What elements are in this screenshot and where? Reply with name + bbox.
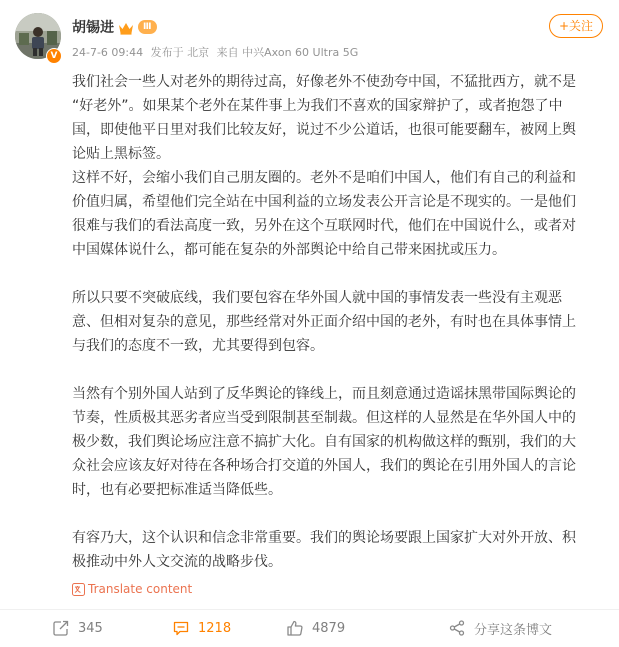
post-text-line: 当然有个别外国人站到了反华舆论的锋线上，而且刻意通过造谣抹黑带国际舆论的 [72,386,576,402]
post-text-line: 价值归属，希望他们完全站在中国利益的立场发表公开言论是不现实的。一是他们 [72,194,576,210]
post-text-line: 时，也有必要把标准适当降低些。 [72,482,282,498]
post-paragraph [72,166,612,262]
comment-button[interactable] [172,614,231,642]
paragraph-gap [72,262,612,286]
post-paragraph [72,526,612,574]
comment-count: 1218 [198,620,232,636]
post-text-line: 很难与我们的看法高度一致，另外在这个互联网时代，他们在中国说什么，或者对 [72,218,576,234]
username-row [72,17,157,37]
post-paragraph [72,286,612,358]
paragraph-gap [72,358,612,382]
post-text-line: 这样不好，会缩小我们自己朋友圈的。老外不是咱们中国人，他们有自己的利益和 [72,170,576,186]
follow-button[interactable]: +关注 [549,14,603,38]
post-time[interactable]: 24-7-6 09:44 [72,46,144,59]
post-text-line: 论贴上黑标签。 [72,146,170,162]
post-text-line: 国，即使他平日里对我们比较友好，说过不少公道话，也很可能要翻车，被网上舆 [72,122,576,138]
post-text-line: 中国媒体说什么，都可能在复杂的外部舆论中给自己带来困扰或压力。 [72,242,506,258]
like-button[interactable] [286,614,345,642]
share-button[interactable] [448,614,552,642]
footer-divider [0,609,619,610]
paragraph-gap [72,502,612,526]
translate-link[interactable] [72,582,192,596]
forward-button[interactable] [52,614,103,642]
like-count: 4879 [312,620,346,636]
post-text-line: 与我们的态度不一致，尤其要得到包容。 [72,338,324,354]
post-text-line: 意、但相对复杂的意见，那些经常对外正面介绍中国的老外，有时也在具体事情上 [72,314,576,330]
post-body [72,70,612,574]
post-text-line: 有容乃大，这个认识和信念非常重要。我们的舆论场要跟上国家扩大对外开放、积 [72,530,576,546]
forward-icon [52,619,70,637]
post-text-line: 所以只要不突破底线，我们要包容在华外国人就中国的事情发表一些没有主观恶 [72,290,562,306]
forward-count: 345 [78,620,103,636]
action-bar [0,614,619,642]
thumbs-up-icon [286,619,304,637]
post-source: 来自 中兴Axon 60 Ultra 5G [216,46,359,59]
post-text-line: 极推动中外人文交流的战略步伐。 [72,554,282,570]
post-text-line: 极少数，我们舆论场应注意不搞扩大化。自有国家的机构做这样的甄别，我们的大 [72,434,576,450]
verified-badge-icon: V [46,48,62,64]
post-paragraph [72,382,612,502]
post-text-line: 我们社会一些人对老外的期待过高，好像老外不使劲夸中国，不猛批西方，就不是 [72,74,576,90]
comment-icon [172,619,190,637]
translate-label: Translate content [88,582,193,596]
level-badge: Ⅲ [138,20,157,34]
share-label: 分享这条博文 [474,622,553,638]
post-text-line: 节奏，性质极其恶劣者应当受到限制甚至制裁。但这样的人显然是在华外国人中的 [72,410,576,426]
post-paragraph [72,70,612,166]
translate-icon [72,583,85,596]
post-text-line: 众社会应该友好对待在各种场合打交道的外国人，我们的舆论在引用外国人的言论 [72,458,576,474]
post-meta [72,44,362,60]
share-icon [448,619,466,637]
post-text-line: “好老外”。如果某个老外在某件事上为我们不喜欢的国家辩护了，或者抱怨了中 [72,98,563,114]
post-location: 发布于 北京 [150,46,210,59]
username[interactable]: 胡锡进 [72,20,114,36]
crown-icon [118,20,134,34]
